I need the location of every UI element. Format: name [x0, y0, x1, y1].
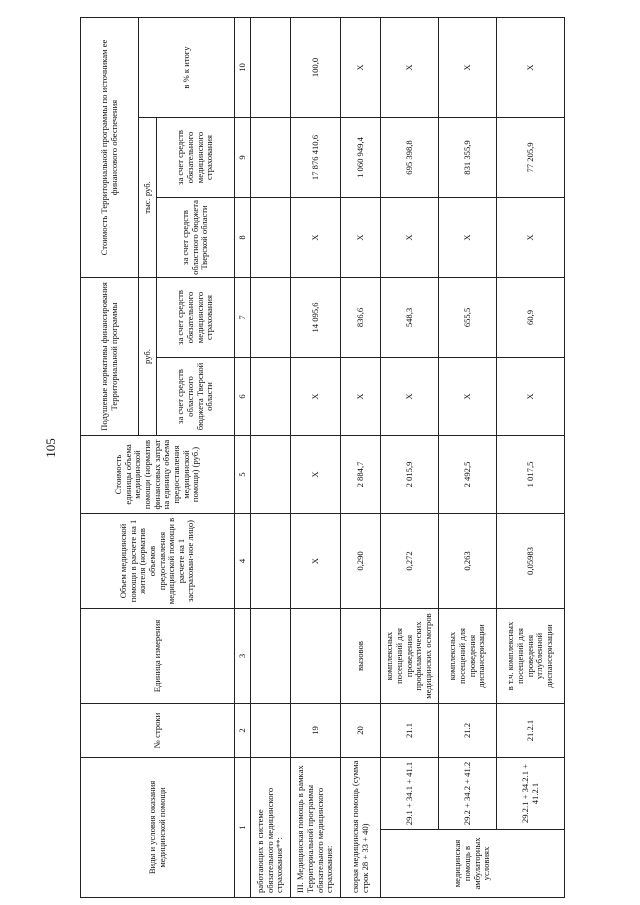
- value-oms-cell: 831 355,9: [439, 118, 497, 198]
- norm-oms-cell: 655,5: [439, 278, 497, 358]
- formula-cell: 29.1 + 34.1 + 41.1: [381, 758, 439, 830]
- row-number: 20: [341, 704, 381, 758]
- pct-cell: X: [381, 17, 439, 117]
- col-num: 3: [235, 609, 251, 704]
- pct-cell: X: [341, 17, 381, 117]
- header-row-1: [81, 17, 139, 897]
- cell: [251, 278, 291, 358]
- norm-budget-cell: X: [341, 358, 381, 436]
- col-num: 9: [235, 118, 251, 198]
- table-row: [251, 17, 291, 897]
- norm-budget-cell: X: [381, 358, 439, 436]
- header-oms: за счет средств обязательного медицинского страхования: [157, 118, 235, 198]
- cell: [251, 198, 291, 278]
- col-num: 5: [235, 436, 251, 514]
- value-oms-cell: 695 398,8: [381, 118, 439, 198]
- pct-cell: X: [497, 17, 565, 117]
- header-cost: Стоимость единицы объема медицинской помощи (норматив финансовых затрат на единицу объема предоставления медицинской помощи) (руб.): [81, 436, 235, 514]
- col-num: 4: [235, 514, 251, 609]
- header-volume: Объем медицинской помощи в расчете на 1 жителя (норматив объемов предоставления медицинской помощи в расчете на 1 застрахован-ное лицо): [81, 514, 235, 609]
- cell: [251, 17, 291, 117]
- col-num: 1: [235, 758, 251, 898]
- cell: [251, 436, 291, 514]
- header-rub: руб.: [139, 278, 157, 436]
- volume-cell: X: [291, 514, 341, 609]
- value-budget-cell: X: [291, 198, 341, 278]
- table-row: [439, 17, 497, 897]
- norm-budget-cell: X: [291, 358, 341, 436]
- formula-cell: 29.2.1 + 34.2.1 + 41.2.1: [497, 758, 565, 830]
- pct-cell: X: [439, 17, 497, 117]
- rotated-table-wrapper: [80, 18, 640, 898]
- header-pct: в % к итогу: [139, 17, 235, 117]
- unit-cell: комплексных посещений для проведения диспансеризации: [439, 609, 497, 704]
- cell: [251, 514, 291, 609]
- page-number: 105: [43, 438, 58, 458]
- cost-cell: X: [291, 436, 341, 514]
- col-num: 2: [235, 704, 251, 758]
- volume-cell: 0,272: [381, 514, 439, 609]
- tariff-table: [80, 17, 565, 898]
- volume-cell: 0,05983: [497, 514, 565, 609]
- cost-cell: 2 492,5: [439, 436, 497, 514]
- row-number: 21.2: [439, 704, 497, 758]
- table-row: [497, 17, 565, 897]
- column-numbers-row: [235, 17, 251, 897]
- row-title: скорая медицинская помощь (сумма строк 28 + 33 + 40): [341, 758, 381, 898]
- value-budget-cell: X: [439, 198, 497, 278]
- cell: [251, 704, 291, 758]
- value-oms-cell: 17 876 410,6: [291, 118, 341, 198]
- value-oms-cell: 77 205,9: [497, 118, 565, 198]
- norm-oms-cell: 60,9: [497, 278, 565, 358]
- header-norms: Подушевые нормативы финансирования Территориальной программы: [81, 278, 139, 436]
- header-budget: за счет средств областного бюджета Тверской области: [157, 358, 235, 436]
- norm-budget-cell: X: [497, 358, 565, 436]
- header-vid: Виды и условия оказания медицинской помощи: [81, 758, 235, 898]
- header-unit: Единица измерения: [81, 609, 235, 704]
- header-tys-rub: тыс. руб.: [139, 118, 157, 278]
- norm-oms-cell: 836,6: [341, 278, 381, 358]
- col-num: 7: [235, 278, 251, 358]
- row-number: 21.1: [381, 704, 439, 758]
- table-row: [341, 17, 381, 897]
- header-budget: за счет средств областного бюджета Тверской области: [157, 198, 235, 278]
- header-n: № строки: [81, 704, 235, 758]
- row-number: 21.2.1: [497, 704, 565, 758]
- unit-cell: вызовов: [341, 609, 381, 704]
- formula-cell: 29.2 + 34.2 + 41.2: [439, 758, 497, 830]
- norm-oms-cell: 14 095,6: [291, 278, 341, 358]
- cost-cell: 1 017,5: [497, 436, 565, 514]
- col-num: 6: [235, 358, 251, 436]
- value-budget-cell: X: [381, 198, 439, 278]
- cost-cell: 2 884,7: [341, 436, 381, 514]
- pct-cell: 100,0: [291, 17, 341, 117]
- unit-cell: [291, 609, 341, 704]
- cell: [251, 358, 291, 436]
- cell: [251, 118, 291, 198]
- col-num: 8: [235, 198, 251, 278]
- header-oms: за счет средств обязательного медицинского страхования: [157, 278, 235, 358]
- row-title: работающих в системе обязательного медицинского страхования**:: [251, 758, 291, 898]
- table-row: [291, 17, 341, 897]
- cell: [251, 609, 291, 704]
- group-label: медицинская помощь в амбулаторных условиях: [381, 830, 565, 898]
- row-number: 19: [291, 704, 341, 758]
- unit-cell: комплексных посещений для проведения профилактических медицинских осмотров: [381, 609, 439, 704]
- value-budget-cell: X: [341, 198, 381, 278]
- norm-oms-cell: 548,3: [381, 278, 439, 358]
- volume-cell: 0,263: [439, 514, 497, 609]
- table-row: [381, 17, 439, 897]
- value-budget-cell: X: [497, 198, 565, 278]
- value-oms-cell: 1 060 949,4: [341, 118, 381, 198]
- header-value: Стоимость Территориальной программы по источникам ее финансового обеспечения: [81, 17, 139, 277]
- volume-cell: 0,290: [341, 514, 381, 609]
- col-num: 10: [235, 17, 251, 117]
- row-title: III. Медицинская помощь в рамках Территориальной программы обязательного медицинского страхования:: [291, 758, 341, 898]
- cost-cell: 2 015,9: [381, 436, 439, 514]
- norm-budget-cell: X: [439, 358, 497, 436]
- unit-cell: в т.ч. комплексных посещений для проведения углубленной диспансеризации: [497, 609, 565, 704]
